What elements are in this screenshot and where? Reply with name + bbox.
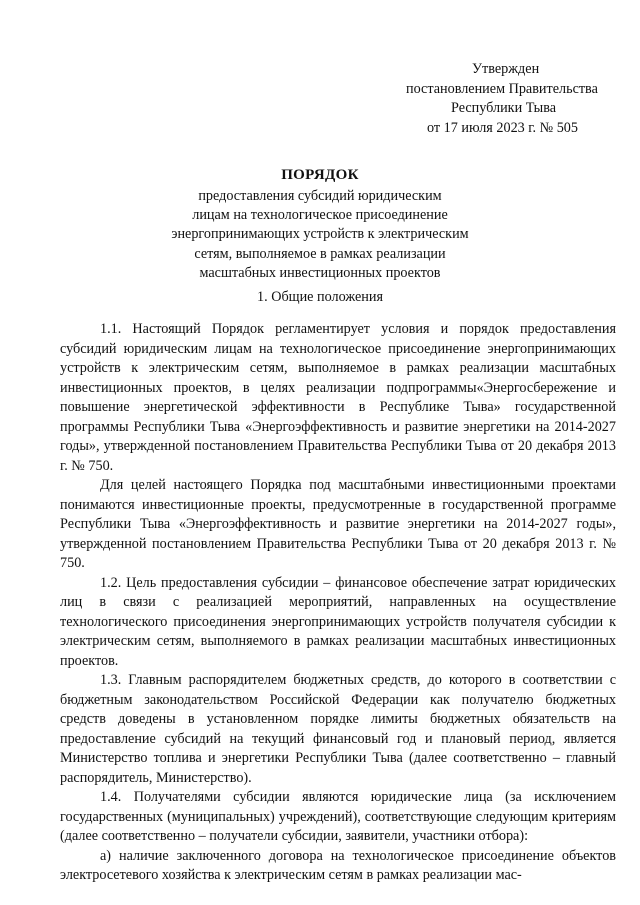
document-subtitle (120, 187, 520, 283)
approval-line-2: постановлением Правительства (406, 80, 598, 97)
subtitle-line: сетям, выполняемое в рамках реализации (194, 245, 446, 262)
approval-stamp (398, 60, 618, 138)
subtitle-line: лицам на технологическое присоединение (192, 207, 448, 224)
approval-line-1: Утвержден (472, 61, 540, 77)
approval-line-4: от 17 июля 2023 г. № 505 (427, 119, 578, 136)
subtitle-line: масштабных инвестиционных проектов (199, 264, 441, 281)
paragraph: Для целей настоящего Порядка под масштабными инвестиционными проектами понимаются инвестиционные проекты, предусмотренные в государственной программе Республики Тыва «Энергоэффективность и развитие энергетики на 2014-2027 годы», утвержденной постановлением Правительства Республики Тыва от 20 декабря 2013 г. № 750. (60, 477, 616, 571)
paragraph: 1.4. Получателями субсидии являются юридические лица (за исключением государственных (муниципальных) учреждений), соответствующие следующим критериям (далее соответственно – получатели субсидии, заявители, участники отбора): (60, 789, 616, 844)
section-heading: 1. Общие положения (257, 289, 383, 305)
subtitle-line: предоставления субсидий юридическим (198, 188, 442, 204)
paragraph: 1.1. Настоящий Порядок регламентирует условия и порядок предоставления субсидий юридическим лицам на технологическое присоединение энергопринимающих устройств к электрическим сетям, выполняемое в рамках реализации масштабных инвестиционных проектов, в целях реализации подпрограммы«Энергосбережение и повышение энергетической эффективности в Республике Тыва» государственной программы Республики Тыва «Энергоэффективность и развитие энергетики на 2014-2027 годы», утвержденной постановлением Правительства Республики Тыва от 20 декабря 2013 г. № 750. (60, 321, 616, 474)
paragraph: а) наличие заключенного договора на технологическое присоединение объектов электросетевого хозяйства к электрическим сетям в рамках реализации мас- (60, 847, 616, 883)
subtitle-line: энергопринимающих устройств к электрическим (171, 226, 469, 243)
document-body (60, 320, 616, 886)
paragraph: 1.2. Цель предоставления субсидии – финансовое обеспечение затрат юридических лиц в связи с реализацией мероприятий, направленных на осуществление технологического присоединения энергопринимающих устройств получателя субсидии к электрическим сетям, выполняемого в рамках реализации масштабных инвестиционных проектов. (60, 574, 616, 669)
paragraph: 1.3. Главным распорядителем бюджетных средств, до которого в соответствии с бюджетным законодательством Российской Федерации как получателю бюджетных средств доведены в установленном порядке лимиты бюджетных обязательств на предоставление субсидий на текущий финансовый год и плановый период, является Министерство топлива и энергетики Республики Тыва (далее соответственно – главный распорядитель, Министерство). (60, 672, 616, 786)
approval-line-3: Республики Тыва (451, 100, 557, 116)
document-title: ПОРЯДОК (281, 167, 359, 183)
